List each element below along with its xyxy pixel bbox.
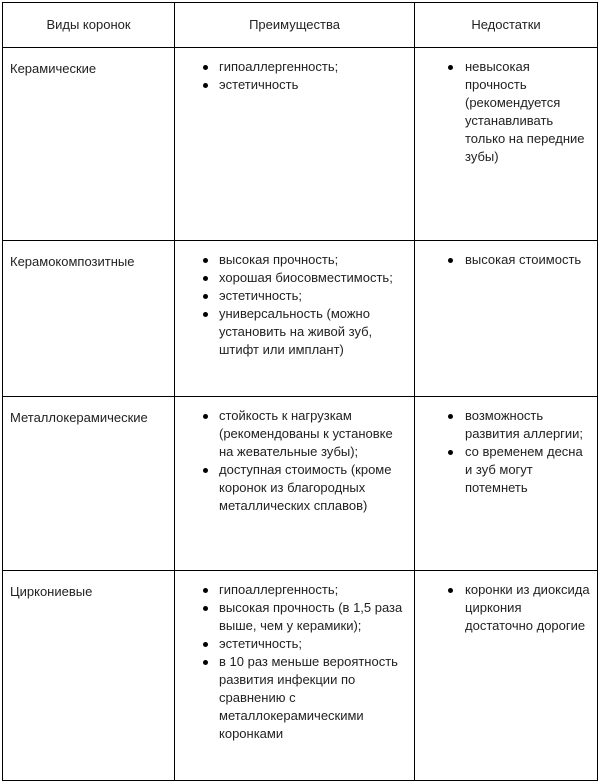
- crown-type-zirconia: Циркониевые: [10, 584, 93, 599]
- disadvantages-cell: [415, 48, 598, 241]
- list-item: эстетичность;: [175, 635, 408, 653]
- list-item: эстетичность: [175, 76, 408, 94]
- list-item: высокая стоимость: [415, 251, 591, 269]
- list-item: эстетичность;: [175, 287, 408, 305]
- list-item: высокая прочность (в 1,5 раза выше, чем у керамики);: [175, 599, 408, 635]
- crown-type-cell: [3, 571, 175, 781]
- list-item: со временем десна и зуб могут потемнеть: [415, 443, 591, 497]
- crown-type-ceramic-composite: Керамокомпозитные: [10, 254, 135, 269]
- table-row: [3, 48, 598, 241]
- advantages-cell: [175, 48, 415, 241]
- list-item: в 10 раз меньше вероятность развития инфекции по сравнению с металлокерамическими коронками: [175, 653, 408, 743]
- list-item: невысокая прочность (рекомендуется устанавливать только на передние зубы): [415, 58, 591, 166]
- list-item: доступная стоимость (кроме коронок из благородных металлических сплавов): [175, 461, 408, 515]
- header-advantages: Преимущества: [175, 3, 415, 48]
- list-item: гипоаллергенность;: [175, 58, 408, 76]
- list-item: коронки из диоксида циркония достаточно дорогие: [415, 581, 591, 635]
- disadvantages-cell: [415, 397, 598, 571]
- advantages-cell: [175, 397, 415, 571]
- header-disadvantages: Недостатки: [415, 3, 598, 48]
- crown-types-table: [2, 2, 598, 781]
- table-row: [3, 397, 598, 571]
- list-item: универсальность (можно установить на живой зуб, штифт или имплант): [175, 305, 408, 359]
- disadvantages-cell: [415, 241, 598, 397]
- crown-type-ceramic: Керамические: [10, 61, 97, 76]
- crown-type-metal-ceramic: Металлокерамические: [10, 410, 148, 425]
- header-crown-types: Виды коронок: [3, 3, 175, 48]
- table-row: [3, 241, 598, 397]
- table-header-row: [3, 3, 598, 48]
- advantages-cell: [175, 241, 415, 397]
- list-item: высокая прочность;: [175, 251, 408, 269]
- table-row: [3, 571, 598, 781]
- list-item: возможность развития аллергии;: [415, 407, 591, 443]
- disadvantages-cell: [415, 571, 598, 781]
- list-item: стойкость к нагрузкам (рекомендованы к установке на жевательные зубы);: [175, 407, 408, 461]
- crown-type-cell: [3, 397, 175, 571]
- advantages-cell: [175, 571, 415, 781]
- crown-type-cell: [3, 48, 175, 241]
- list-item: хорошая биосовместимость;: [175, 269, 408, 287]
- list-item: гипоаллергенность;: [175, 581, 408, 599]
- crown-type-cell: [3, 241, 175, 397]
